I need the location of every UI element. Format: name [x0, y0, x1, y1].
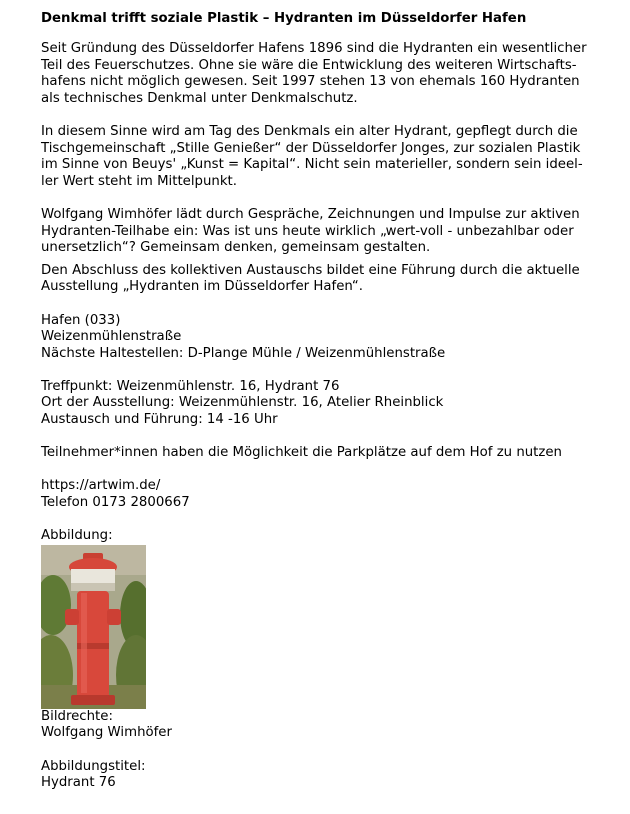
caption-value: Hydrant 76 — [41, 775, 116, 791]
text-line: In diesem Sinne wird am Tag des Denkmals ein alter Hydrant, gepflegt durch die — [41, 123, 578, 139]
text-line: Hydranten-Teilhabe ein: Was ist uns heute wirklich „wert-voll - unbezahlbar oder — [41, 223, 574, 239]
text-line: unersetzlich“? Gemeinsam denken, gemeinsam gestalten. — [41, 240, 431, 256]
text-line: Hafen (033) — [41, 312, 121, 328]
hydrant-image — [41, 545, 146, 709]
text-line: Treffpunkt: Weizenmühlenstr. 16, Hydrant 76 — [41, 378, 340, 394]
hydrant-photo — [41, 545, 146, 709]
figure-label: Abbildung: — [41, 528, 113, 544]
text-line: Ort der Ausstellung: Weizenmühlenstr. 16, Atelier Rheinblick — [41, 395, 444, 411]
text-line: im Sinne von Beuys' „Kunst = Kapital“. Nicht sein materieller, sondern sein ideel- — [41, 157, 583, 173]
parking-note: Teilnehmer*innen haben die Möglichkeit die Parkplätze auf dem Hof zu nutzen — [41, 445, 562, 461]
text-line: Austausch und Führung: 14 -16 Uhr — [41, 412, 278, 428]
paragraph-invite — [41, 207, 601, 257]
caption-label: Abbildungstitel: — [41, 758, 146, 774]
paragraph-closing — [41, 263, 601, 296]
credits-label: Bildrechte: — [41, 708, 113, 724]
meeting-block — [41, 379, 601, 429]
text-line: Nächste Haltestellen: D-Plange Mühle / Weizenmühlenstraße — [41, 345, 446, 361]
credits-value: Wolfgang Wimhöfer — [41, 725, 172, 741]
text-line: Teil des Feuerschutzes. Ohne sie wäre die Entwicklung des weiteren Wirtschafts- — [41, 57, 577, 73]
text-line: hafens nicht möglich gewesen. Seit 1997 stehen 13 von ehemals 160 Hydranten — [41, 74, 580, 90]
contact-block — [41, 478, 601, 511]
text-line: Den Abschluss des kollektiven Austauschs bildet eine Führung durch die aktuelle — [41, 262, 580, 278]
phone-number: Telefon 0173 2800667 — [41, 495, 190, 511]
text-line: Weizenmühlenstraße — [41, 329, 182, 345]
text-line: ler Wert steht im Mittelpunkt. — [41, 173, 237, 189]
paragraph-intro — [41, 41, 601, 107]
page-title: Denkmal trifft soziale Plastik – Hydranten im Düsseldorfer Hafen — [41, 11, 527, 26]
text-line: als technisches Denkmal unter Denkmalschutz. — [41, 90, 358, 106]
location-block — [41, 313, 601, 363]
paragraph-beuys — [41, 124, 601, 190]
text-line: Ausstellung „Hydranten im Düsseldorfer Hafen“. — [41, 279, 363, 295]
text-line: Wolfgang Wimhöfer lädt durch Gespräche, Zeichnungen und Impulse zur aktiven — [41, 206, 580, 222]
text-line: Tischgemeinschaft „Stille Genießer“ der Düsseldorfer Jonges, zur sozialen Plastik — [41, 140, 581, 156]
website-link[interactable]: https://artwim.de/ — [41, 478, 161, 494]
text-line: Seit Gründung des Düsseldorfer Hafens 1896 sind die Hydranten ein wesentlicher — [41, 41, 587, 56]
document-body — [41, 10, 601, 792]
